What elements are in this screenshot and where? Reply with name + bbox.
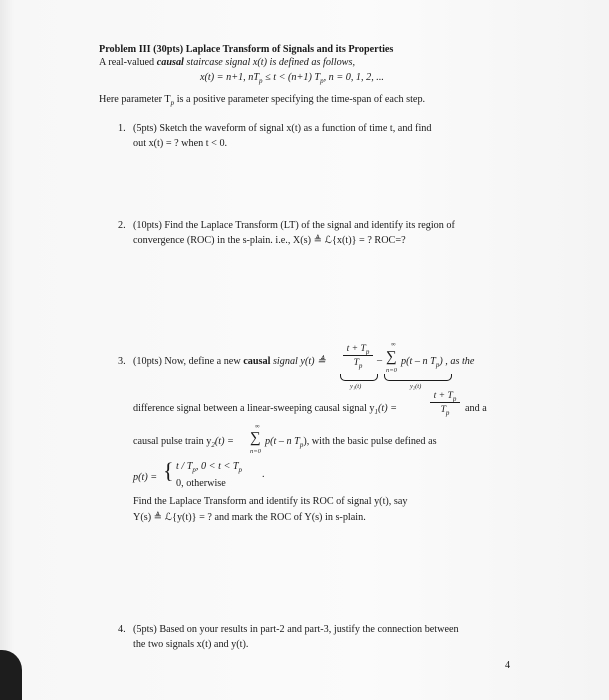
q3-sum-upper: ∞ <box>391 341 396 348</box>
q3-line5: Y(s) ≜ ℒ{y(t)} = ? and mark the ROC of Y(s) in s-plain. <box>133 512 366 523</box>
summation-icon: ∑ <box>386 349 397 365</box>
q1-number: 1. <box>118 123 126 134</box>
pulse-end: . <box>262 469 265 480</box>
q3-line2-suffix: and a <box>465 403 487 414</box>
page-number: 4 <box>505 660 511 671</box>
intro-line: A real-valued causal staircase signal x(t) is defined as follows, <box>99 57 355 68</box>
problem-title: Problem III (30pts) Laplace Transform of Signals and its Properties <box>99 44 394 55</box>
q3-fraction: $t + T_p$ $T_p$ <box>343 343 373 368</box>
q3-sum-term: p(t – n $T_p$) , as the <box>401 356 475 369</box>
q3-line4: Find the Laplace Transform and identify its ROC of signal y(t), say <box>133 496 408 507</box>
summation-icon: ∑ <box>250 430 261 446</box>
parameter-note: Here parameter $T_p$ is a positive parameter specifying the time-span of each step. <box>99 94 426 107</box>
q3-line3-sum-lower: n=0 <box>250 448 261 455</box>
underbrace-y2 <box>384 374 452 381</box>
q3-line1: (10pts) Now, define a new causal signal y(t) ≜ <box>133 356 326 367</box>
q1-line1: (5pts) Sketch the waveform of signal x(t) as a function of time t, and find <box>133 123 432 134</box>
q3-minus: – <box>377 355 383 366</box>
pulse-label: p(t) = <box>133 472 158 483</box>
q3-line3: causal pulse train $y_2(t)$ = <box>133 436 234 449</box>
q1-line2: out x(t) = ? when t < 0. <box>133 138 228 149</box>
underbrace-label-y1: y₁(t) <box>350 383 362 390</box>
signal-definition: x(t) = n+1, $nT_p \le t < (n+1)$ $T_p$, n = 0, 1, 2, ... <box>200 72 384 85</box>
left-brace-icon: { <box>163 458 174 483</box>
underbrace-label-y2: y₂(t) <box>410 383 422 390</box>
q3-line2-fraction: $t + T_p$ $T_p$ <box>430 390 460 415</box>
q3-sum-lower: n=0 <box>386 367 397 374</box>
q2-line1: (10pts) Find the Laplace Transform (LT) of the signal and identify its region of <box>133 220 455 231</box>
pulse-case-2: 0, otherwise <box>176 478 226 489</box>
q4-number: 4. <box>118 624 126 635</box>
q3-line3-sum-upper: ∞ <box>255 423 260 430</box>
pulse-case-1: t / $T_p$, $0 < t < T_p$ <box>176 461 243 474</box>
q2-number: 2. <box>118 220 126 231</box>
underbrace-y1 <box>340 374 378 381</box>
q3-line2: difference signal between a linear-sweeping causal signal $y_1(t)$ = <box>133 403 398 416</box>
q4-line1: (5pts) Based on your results in part-2 and part-3, justify the connection between <box>133 624 459 635</box>
q2-line2: convergence (ROC) in the s-plain. i.e., X(s) ≜ ℒ{x(t)} = ? ROC=? <box>133 235 406 246</box>
q4-line2: the two signals x(t) and y(t). <box>133 639 249 650</box>
q3-number: 3. <box>118 356 126 367</box>
q3-line3-term: p(t – n $T_p$), with the basic pulse defined as <box>265 436 437 449</box>
dark-corner <box>0 650 22 700</box>
